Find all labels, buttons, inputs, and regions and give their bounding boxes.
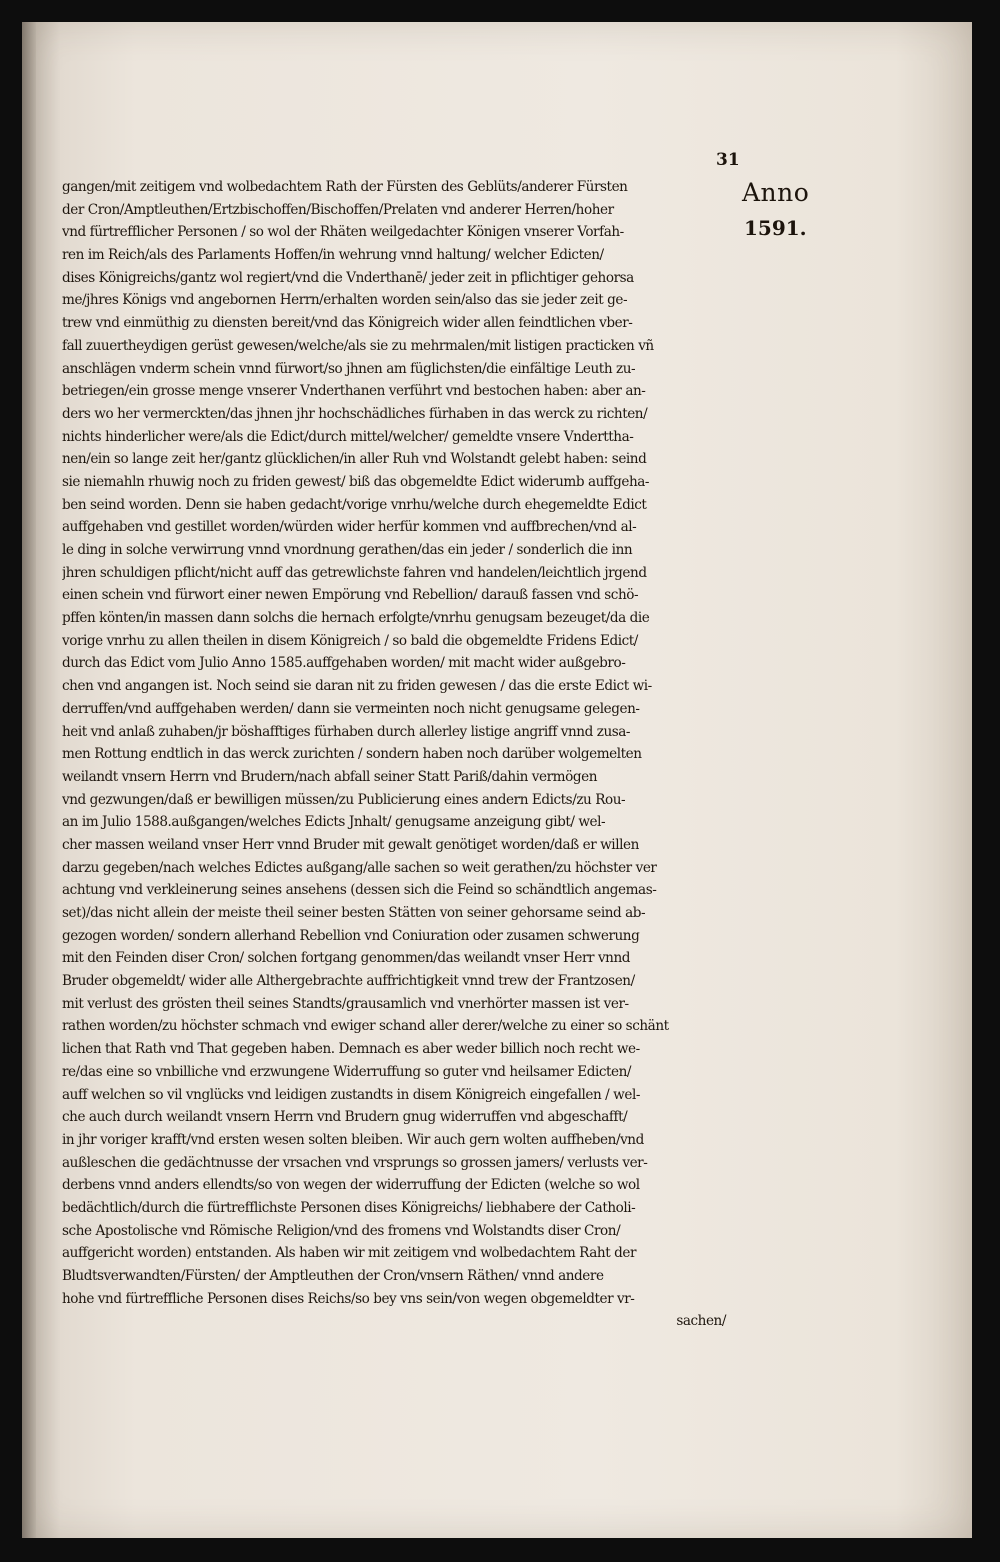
- text-line: mit den Feinden diser Cron/ solchen fortgang genommen/das weilandt vnser Herr vnnd: [62, 950, 631, 967]
- text-line: sie niemahln rhuwig noch zu friden gewest/ biß das obgemeldte Edict widerumb auffgeha-: [62, 473, 650, 490]
- text-line: betriegen/ein grosse menge vnserer Vnderthanen verführt vnd bestochen haben: aber an-: [62, 383, 646, 400]
- text-line: cher massen weiland vnser Herr vnnd Bruder mit gewalt genötiget worden/daß er willen: [62, 836, 639, 853]
- text-line: vnd gezwungen/daß er bewilligen müssen/zu Publicierung eines andern Edicts/zu Rou-: [62, 791, 626, 808]
- text-line: ren im Reich/als des Parlaments Hoffen/in wehrung vnnd haltung/ welcher Edicten/: [62, 247, 604, 264]
- text-line: sche Apostolische vnd Römische Religion/vnd des fromens vnd Wolstandts diser Cron/: [62, 1222, 621, 1239]
- margin-anno: Anno: [742, 178, 810, 207]
- text-line: pffen könten/in massen dann solchs die hernach erfolgte/vnrhu genugsam bezeuget/da die: [62, 610, 650, 627]
- text-line: jhren schuldigen pflicht/nicht auff das getrewlichste fahren vnd handelen/leichtlich jrgend: [62, 564, 647, 581]
- text-line: nichts hinderlicher were/als die Edict/durch mittel/welcher/ gemeldte vnsere Vnderttha-: [62, 428, 634, 445]
- text-line: auffgehaben vnd gestillet worden/würden wider herfür kommen vnd auffbrechen/vnd al-: [62, 519, 637, 536]
- text-line: auff welchen so vil vnglücks vnd leidigen zustandts in disem Königreich eingefallen / wel-: [62, 1086, 641, 1103]
- folio-number: 31: [716, 150, 740, 170]
- text-line: einen schein vnd fürwort einer newen Empörung vnd Rebellion/ darauß fassen vnd schö-: [62, 587, 639, 604]
- text-line: me/jhres Königs vnd angebornen Herrn/erhalten worden sein/also das sie jeder zeit ge-: [62, 292, 628, 309]
- text-line: derruffen/vnd auffgehaben werden/ dann sie vermeinten noch nicht genugsame gelegen-: [62, 700, 640, 717]
- text-line: bedächtlich/durch die fürtrefflichste Personen dises Königreichs/ liebhabere der Catholi-: [62, 1199, 636, 1216]
- text-line: rathen worden/zu höchster schmach vnd ewiger schand aller derer/welche zu einer so schänt: [62, 1018, 669, 1035]
- text-line: le ding in solche verwirrung vnnd vnordnung gerathen/das ein jeder / sonderlich die inn: [62, 542, 633, 558]
- text-line: derbens vnnd anders ellendts/so von wegen der widerruffung der Edicten (welche so wol: [62, 1177, 640, 1194]
- text-line: hohe vnd fürtreffliche Personen dises Reichs/so bey vns sein/von wegen obgemeldter vr-: [62, 1290, 635, 1307]
- text-line: men Rottung endtlich in das werck zurichten / sondern haben noch darüber wolgemelten: [62, 746, 642, 763]
- body-text: [62, 176, 734, 1333]
- text-line: nen/ein so lange zeit her/gantz glücklichen/in aller Ruh vnd Wolstandt gelebt haben: seind: [62, 451, 647, 468]
- catchword: sachen/: [676, 1313, 726, 1330]
- text-line: set)/das nicht allein der meiste theil seiner besten Stätten von seiner gehorsame seind ab-: [62, 905, 646, 921]
- text-line: der Cron/Amptleuthen/Ertzbischoffen/Bischoffen/Prelaten vnd anderer Herren/hoher: [62, 201, 614, 218]
- text-line: trew vnd einmüthig zu diensten bereit/vnd das Königreich wider allen feindtlichen vber-: [62, 315, 633, 332]
- text-line: vorige vnrhu zu allen theilen in disem Königreich / so bald die obgemeldte Fridens Edict/: [62, 632, 638, 649]
- text-line: durch das Edict vom Julio Anno 1585.auffgehaben worden/ mit macht wider außgebro-: [62, 655, 626, 672]
- text-line: gangen/mit zeitigem vnd wolbedachtem Rath der Fürsten des Geblüts/anderer Fürsten: [62, 179, 628, 195]
- text-line: achtung vnd verkleinerung seines ansehens (dessen sich die Feind so schändtlich angemas-: [62, 882, 657, 899]
- margin-year: 1591.: [744, 216, 807, 240]
- text-line: weilandt vnsern Herrn vnd Brudern/nach abfall seiner Statt Pariß/dahin vermögen: [62, 768, 598, 785]
- text-line: Bruder obgemeldt/ wider alle Althergebrachte auffrichtigkeit vnnd trew der Frantzosen/: [62, 973, 635, 990]
- text-line: mit verlust des grösten theil seines Standts/grausamlich vnd vnerhörter massen ist ver-: [62, 995, 629, 1012]
- text-line: an im Julio 1588.außgangen/welches Edicts Jnhalt/ genugsame anzeigung gibt/ wel-: [62, 814, 606, 831]
- text-line: außleschen die gedächtnusse der vrsachen vnd vrsprungs so grossen jamers/ verlusts ver-: [62, 1154, 648, 1171]
- text-line: darzu gegeben/nach welches Edictes außgang/alle sachen so weit gerathen/zu höchster ver: [62, 859, 657, 876]
- text-line: ders wo her vermerckten/das jhnen jhr hochschädliches fürhaben in das werck zu richten/: [62, 405, 648, 422]
- text-line: in jhr voriger krafft/vnd ersten wesen solten bleiben. Wir auch gern wolten auffheben/vnd: [62, 1131, 644, 1148]
- text-line: re/das eine so vnbilliche vnd erzwungene Widerruffung so guter vnd heilsamer Edicten/: [62, 1063, 632, 1080]
- text-line: heit vnd anlaß zuhaben/jr böshafftiges fürhaben durch allerley listige angriff vnnd zusa-: [62, 723, 631, 740]
- text-line: che auch durch weilandt vnsern Herrn vnd Brudern gnug widerruffen vnd abgeschafft/: [62, 1109, 628, 1126]
- text-line: gezogen worden/ sondern allerhand Rebellion vnd Coniuration oder zusamen schwerung: [62, 927, 640, 944]
- text-line: vnd fürtrefflicher Personen / so wol der Rhäten weilgedachter Königen vnserer Vorfah-: [62, 224, 624, 241]
- page-gutter: [22, 22, 36, 1538]
- text-line: auffgericht worden) entstanden. Als haben wir mit zeitigem vnd wolbedachtem Raht der: [62, 1245, 637, 1262]
- text-line: lichen that Rath vnd That gegeben haben. Demnach es aber weder billich noch recht we-: [62, 1041, 640, 1058]
- text-line: chen vnd angangen ist. Noch seind sie daran nit zu friden gewesen / das die erste Edict wi-: [62, 678, 652, 695]
- text-line: ben seind worden. Denn sie haben gedacht/vorige vnrhu/welche durch ehegemeldte Edict: [62, 496, 647, 513]
- text-line: dises Königreichs/gantz wol regiert/vnd die Vnderthanē/ jeder zeit in pflichtiger gehorsa: [62, 269, 634, 286]
- text-line: anschlägen vnderm schein vnnd fürwort/so jhnen am füglichsten/die einfältige Leuth zu-: [62, 360, 636, 377]
- text-line: fall zuuertheydigen gerüst gewesen/welche/als sie zu mehrmalen/mit listigen practicken vñ: [62, 337, 654, 354]
- text-line: Bludtsverwandten/Fürsten/ der Amptleuthen der Cron/vnsern Räthen/ vnnd andere: [62, 1268, 604, 1284]
